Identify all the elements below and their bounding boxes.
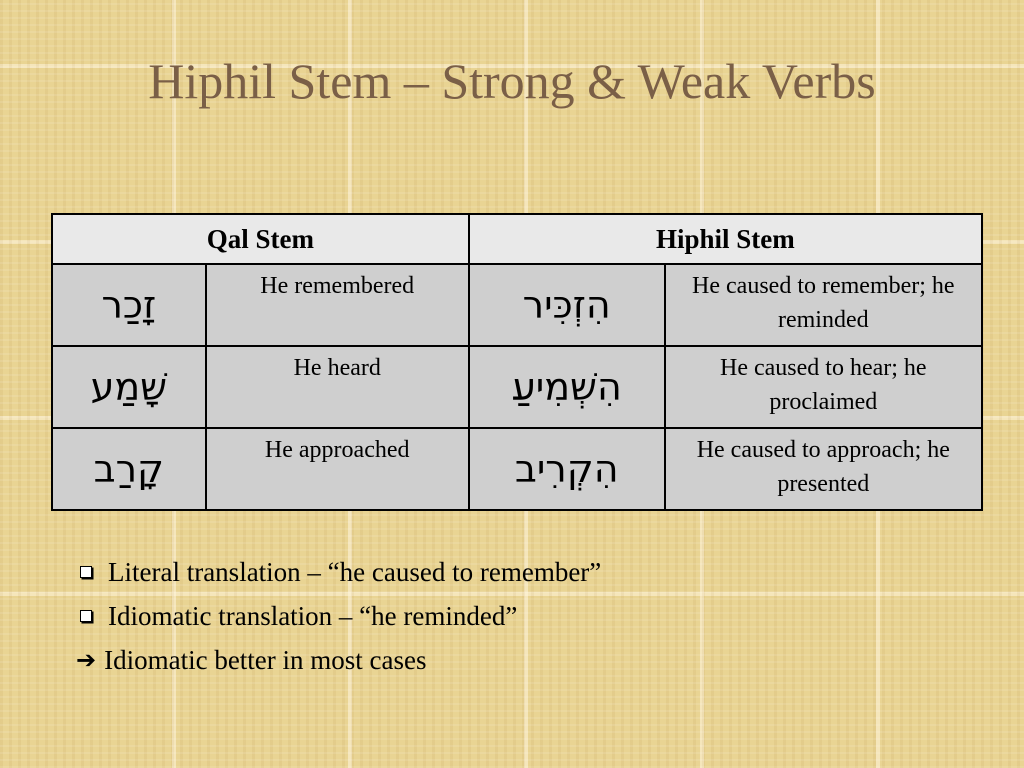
table-row [52, 428, 982, 510]
list-item [76, 550, 601, 594]
table-header-row [52, 214, 982, 264]
checkbox-bullet-icon [80, 566, 92, 578]
table-row [52, 346, 982, 428]
hiphil-gloss: He caused to hear; he proclaimed [665, 346, 982, 428]
list-item [76, 594, 601, 638]
hiphil-hebrew-word: הִשְׁמִיעַ [469, 346, 665, 428]
hiphil-gloss: He caused to approach; he presented [665, 428, 982, 510]
header-hiphil-stem: Hiphil Stem [469, 214, 982, 264]
arrow-right-icon: ➔ [76, 646, 97, 674]
qal-hebrew-word: קָרַב [52, 428, 206, 510]
hiphil-hebrew-word: הִזְכִּיר [469, 264, 665, 346]
qal-gloss: He remembered [206, 264, 469, 346]
bullet-text: Idiomatic better in most cases [104, 644, 427, 675]
verb-stem-table [51, 213, 983, 511]
bullet-text: Literal translation – “he caused to remember” [108, 556, 602, 587]
qal-gloss: He approached [206, 428, 469, 510]
list-item [76, 638, 601, 682]
bullet-list [76, 550, 601, 682]
slide-title: Hiphil Stem – Strong & Weak Verbs [148, 53, 876, 109]
checkbox-bullet-icon [80, 610, 92, 622]
qal-hebrew-word: זָכַר [52, 264, 206, 346]
qal-gloss: He heard [206, 346, 469, 428]
hiphil-gloss: He caused to remember; he reminded [665, 264, 982, 346]
table-row [52, 264, 982, 346]
hiphil-hebrew-word: הִקְרִיב [469, 428, 665, 510]
header-qal-stem: Qal Stem [52, 214, 469, 264]
bullet-text: Idiomatic translation – “he reminded” [108, 600, 518, 631]
qal-hebrew-word: שָׁמַע [52, 346, 206, 428]
